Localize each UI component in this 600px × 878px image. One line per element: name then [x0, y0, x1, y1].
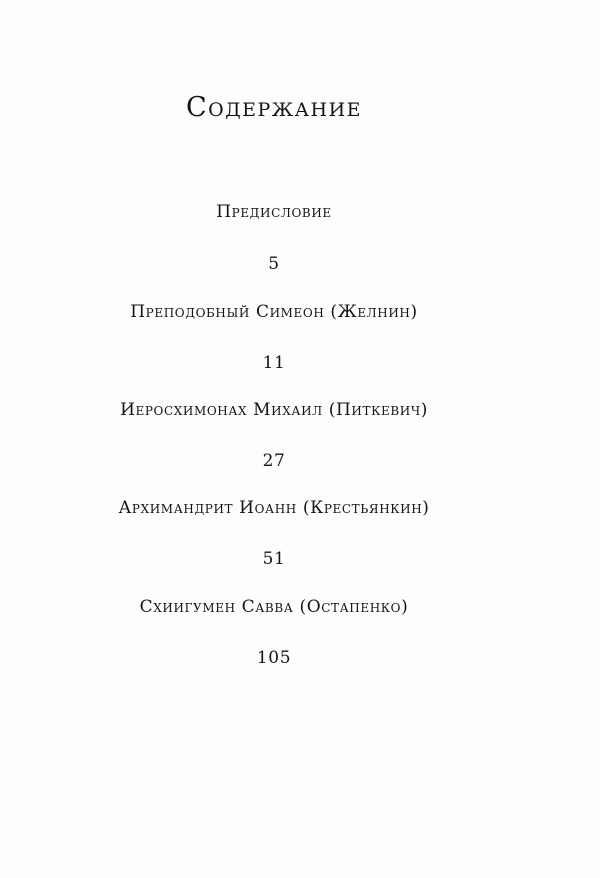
toc-entry-title: Предисловие	[216, 202, 332, 222]
toc-entry-page-number: 105	[256, 648, 292, 668]
toc-entry-page-number: 5	[268, 254, 280, 274]
toc-entry-title: Схиигумен Савва (Остапенко)	[139, 597, 409, 617]
toc-entry-title: Иеросхимонах Михаил (Питкевич)	[120, 400, 428, 420]
toc-entry-page-number: 27	[262, 451, 286, 471]
toc-entry-page-number: 51	[262, 549, 286, 569]
toc-entry-title: Преподобный Симеон (Желнин)	[130, 302, 418, 322]
toc-entry-page-number: 11	[262, 353, 286, 373]
contents-heading: Содержание	[185, 92, 363, 123]
toc-entry-title: Архимандрит Иоанн (Крестьянкин)	[118, 498, 430, 518]
